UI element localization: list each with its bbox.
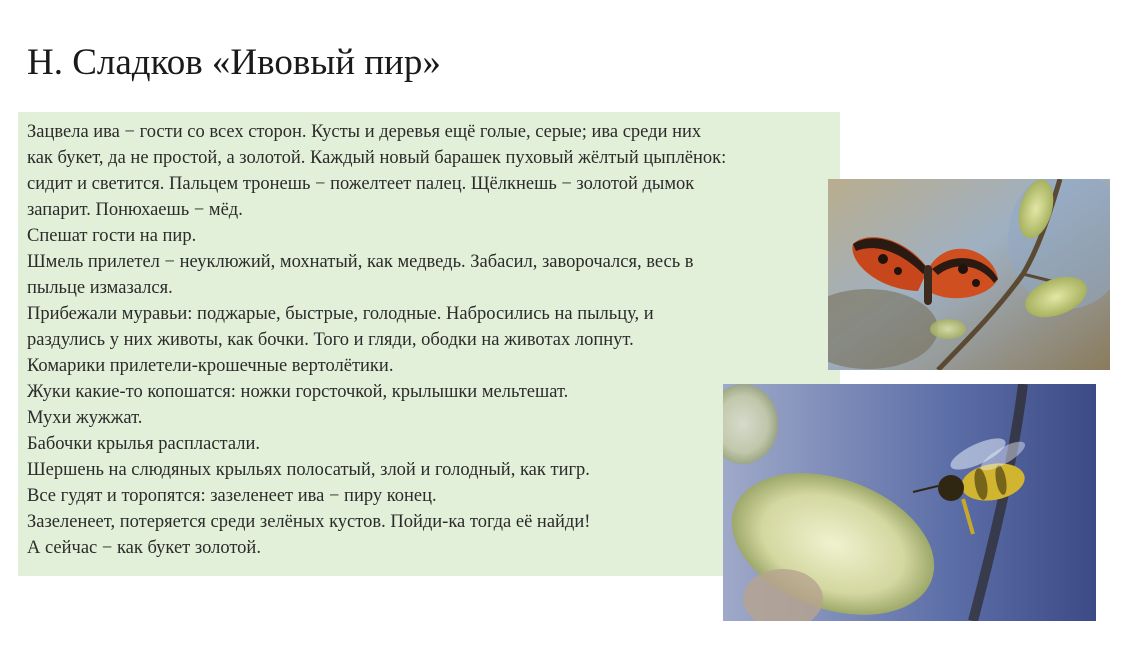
text-line: пыльце измазался. (27, 278, 173, 298)
bee-photo (723, 384, 1096, 621)
text-line: запарит. Понюхаешь − мёд. (27, 200, 243, 220)
text-line: раздулись у них животы, как бочки. Того и гляди, ободки на животах лопнут. (27, 330, 634, 350)
text-line: Прибежали муравьи: поджарые, быстрые, голодные. Набросились на пыльцу, и (27, 304, 654, 324)
text-line: Мухи жужжат. (27, 408, 143, 428)
text-line: Бабочки крылья распластали. (27, 434, 260, 454)
butterfly-photo (828, 179, 1110, 370)
text-line: А сейчас − как букет золотой. (27, 538, 261, 558)
bee-illustration (723, 384, 1096, 621)
text-line: как букет, да не простой, а золотой. Каждый новый барашек пуховый жёлтый цыплёнок: (27, 148, 727, 168)
text-line: сидит и светится. Пальцем тронешь − пожелтеет палец. Щёлкнешь − золотой дымок (27, 174, 695, 194)
text-line: Зацвела ива − гости со всех сторон. Кусты и деревья ещё голые, серые; ива среди них (27, 122, 702, 142)
text-line: Шершень на слюдяных крыльях полосатый, злой и голодный, как тигр. (27, 460, 590, 480)
text-line: Комарики прилетели-крошечные вертолётики. (27, 356, 394, 376)
text-line: Зазеленеет, потеряется среди зелёных кустов. Пойди-ка тогда её найди! (27, 512, 591, 532)
text-line: Жуки какие-то копошатся: ножки горсточкой, крылышки мельтешат. (27, 382, 569, 402)
slide-title: Н. Сладков «Ивовый пир» (27, 42, 441, 83)
text-line: Спешат гости на пир. (27, 226, 197, 246)
text-line: Все гудят и торопятся: зазеленеет ива − пиру конец. (27, 486, 437, 506)
butterfly-illustration (828, 179, 1110, 370)
text-line: Шмель прилетел − неуклюжий, мохнатый, как медведь. Забасил, заворочался, весь в (27, 252, 694, 272)
